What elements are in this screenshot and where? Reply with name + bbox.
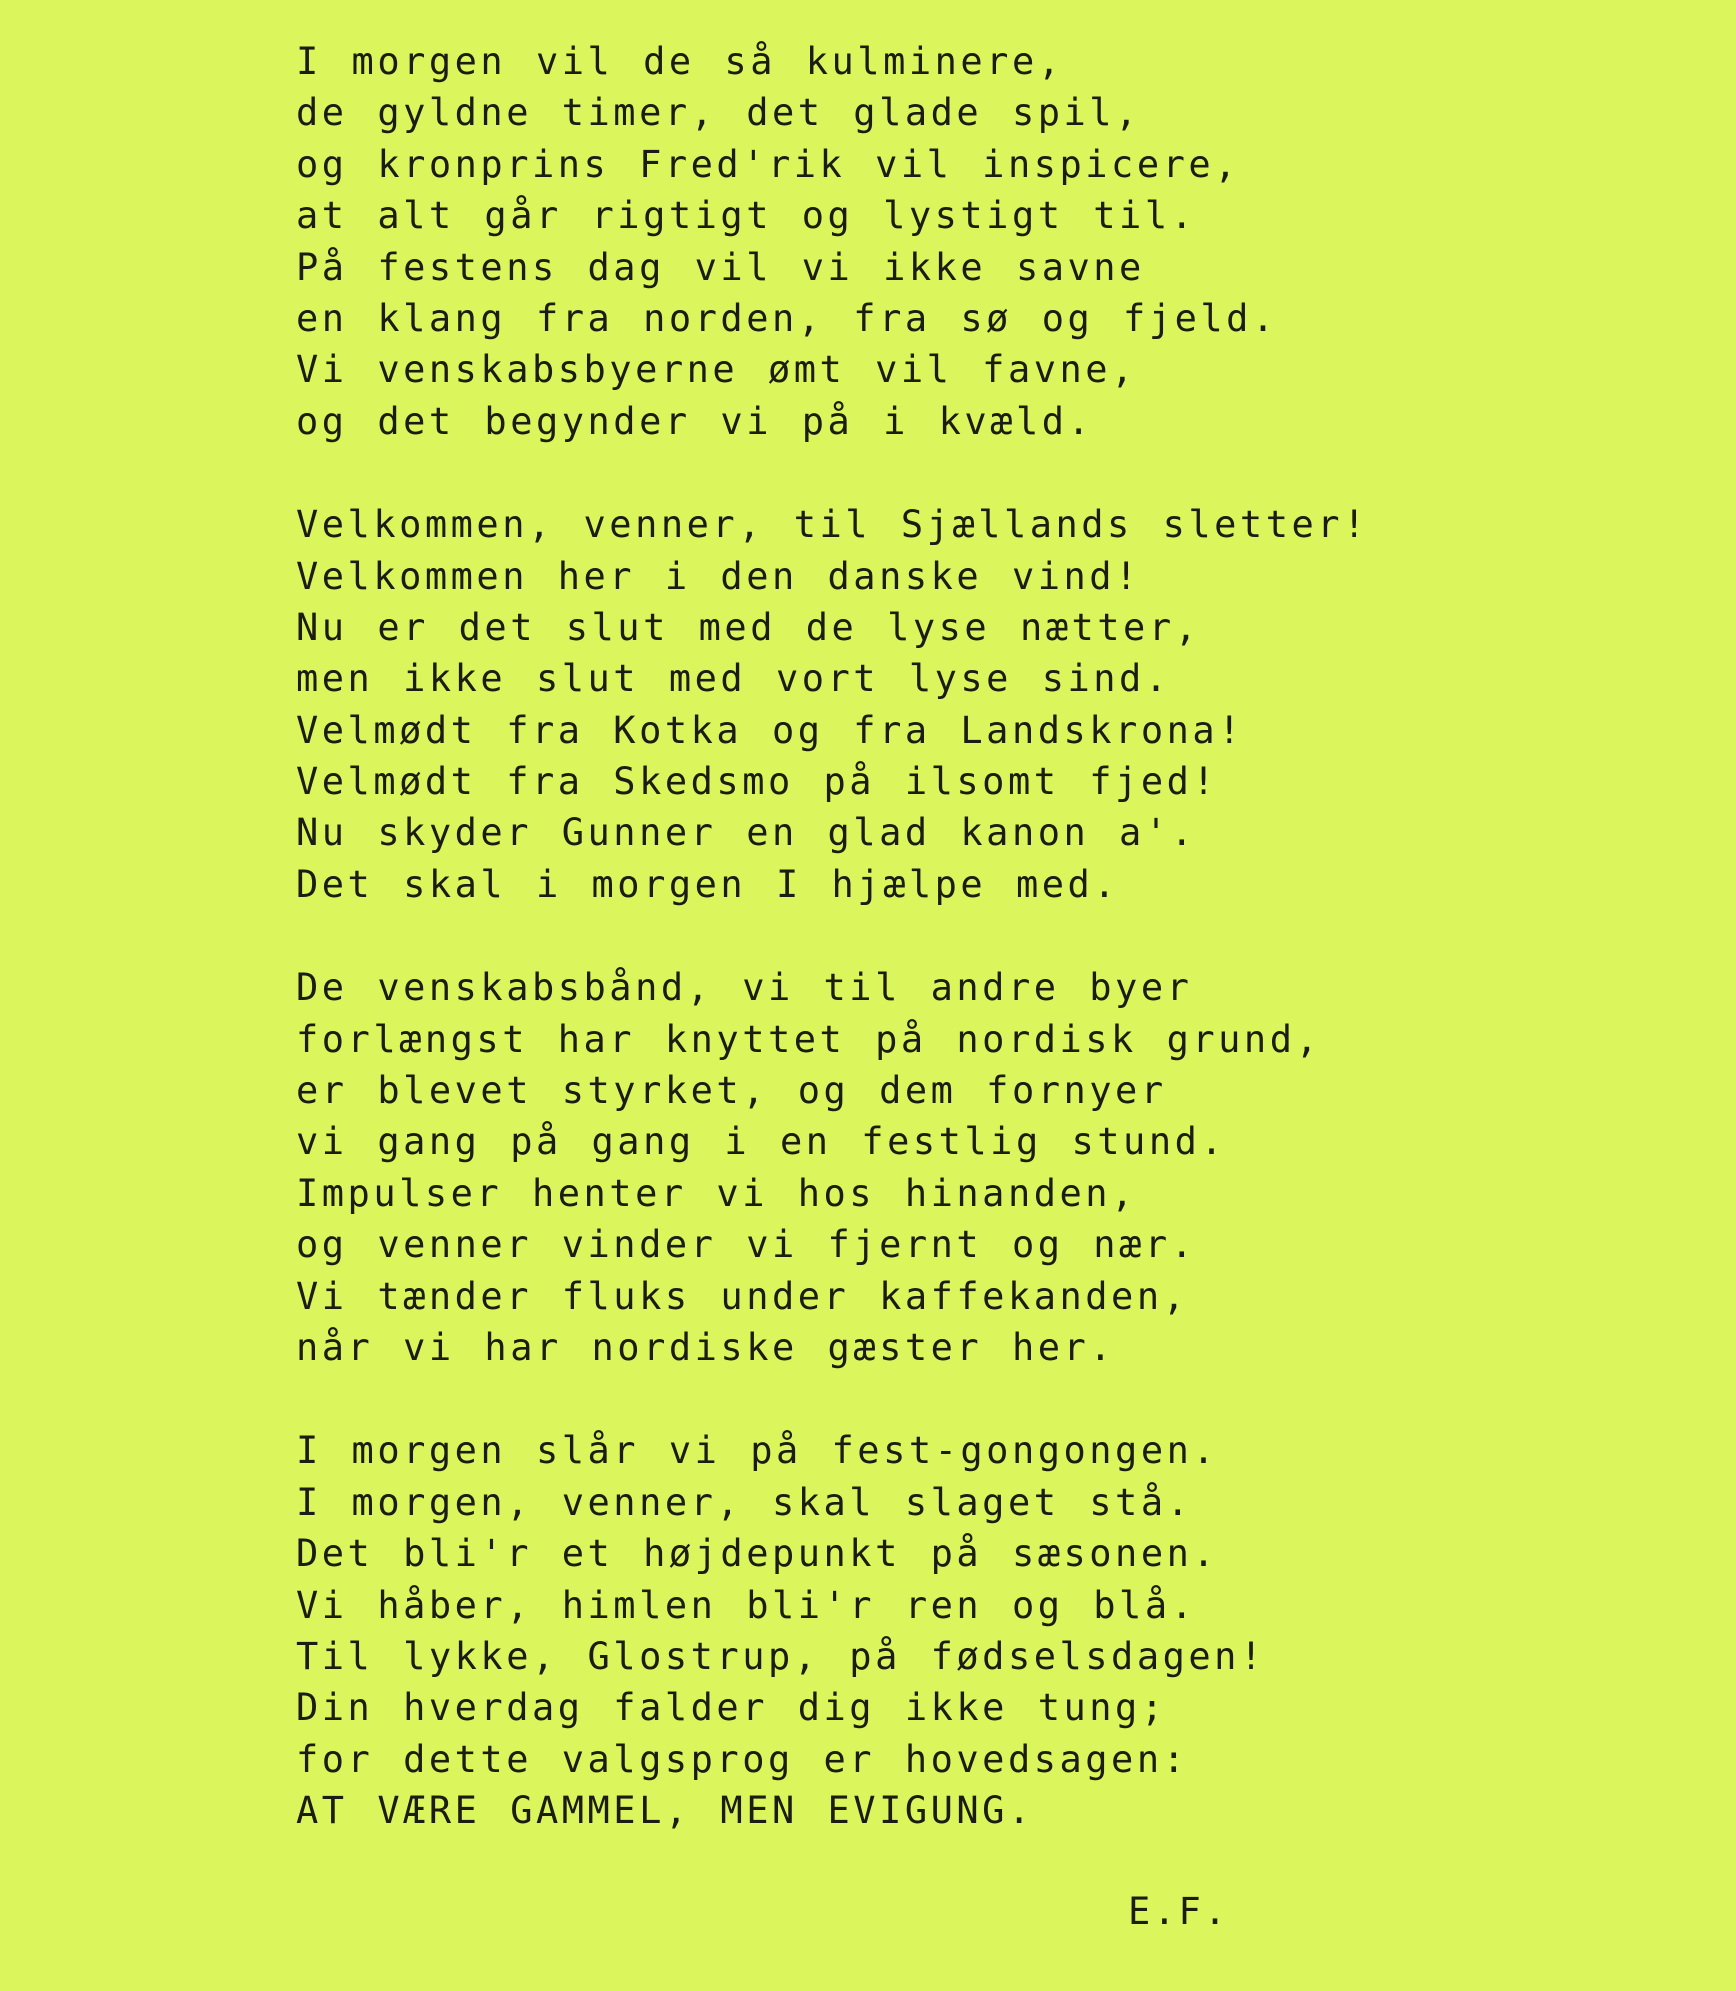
poem-line: og kronprins Fred'rik vil inspicere, [296,142,1240,186]
poem-line: Vi håber, himlen bli'r ren og blå. [296,1583,1197,1627]
poem-line: Vi venskabsbyerne ømt vil favne, [296,348,1137,392]
poem-line: Impulser henter vi hos hinanden, [296,1171,1137,1215]
poem-line: Nu er det slut med de lyse nætter, [296,605,1201,649]
poem-line: for dette valgsprog er hovedsagen: [296,1737,1189,1781]
poem-line: Velkommen her i den danske vind! [296,554,1141,598]
author-signature: E.F. [1128,1890,1230,1933]
poem-line: Det skal i morgen I hjælpe med. [296,862,1120,906]
poem-line: og venner vinder vi fjernt og nær. [296,1223,1197,1267]
poem-line: at alt går rigtigt og lystigt til. [296,194,1197,238]
poem [296,36,1696,1889]
poem-line: er blevet styrket, og dem fornyer [296,1069,1167,1113]
stanza-4 [296,1425,1696,1836]
poem-line: Det bli'r et højdepunkt på sæsonen. [296,1532,1219,1576]
stanza-1 [296,36,1696,447]
stanza-2 [296,499,1696,910]
poem-line: Til lykke, Glostrup, på fødselsdagen! [296,1634,1266,1678]
poem-line: Velmødt fra Kotka og fra Landskrona! [296,708,1244,752]
poem-line: når vi har nordiske gæster her. [296,1325,1116,1369]
poem-line: de gyldne timer, det glade spil, [296,91,1141,135]
poem-line: Velmødt fra Skedsmo på ilsomt fjed! [296,760,1219,804]
poem-line: I morgen slår vi på fest-gongongen. [296,1429,1219,1473]
poem-line: De venskabsbånd, vi til andre byer [296,966,1193,1010]
poem-line: Nu skyder Gunner en glad kanon a'. [296,811,1197,855]
poem-line: AT VÆRE GAMMEL, MEN EVIGUNG. [296,1789,1034,1833]
poem-line: vi gang på gang i en festlig stund. [296,1120,1227,1164]
poem-line: men ikke slut med vort lyse sind. [296,657,1171,701]
poem-line: Vi tænder fluks under kaffekanden, [296,1274,1189,1318]
poem-line: en klang fra norden, fra sø og fjeld. [296,296,1278,340]
poem-line: og det begynder vi på i kvæld. [296,399,1094,443]
poem-line: Din hverdag falder dig ikke tung; [296,1686,1167,1730]
poem-line: forlængst har knyttet på nordisk grund, [296,1017,1322,1061]
poem-line: I morgen, venner, skal slaget stå. [296,1480,1193,1524]
poem-line: Velkommen, venner, til Sjællands sletter! [296,503,1369,547]
stanza-3 [296,962,1696,1373]
poem-line: På festens dag vil vi ikke savne [296,245,1145,289]
poem-line: I morgen vil de så kulminere, [296,40,1064,83]
